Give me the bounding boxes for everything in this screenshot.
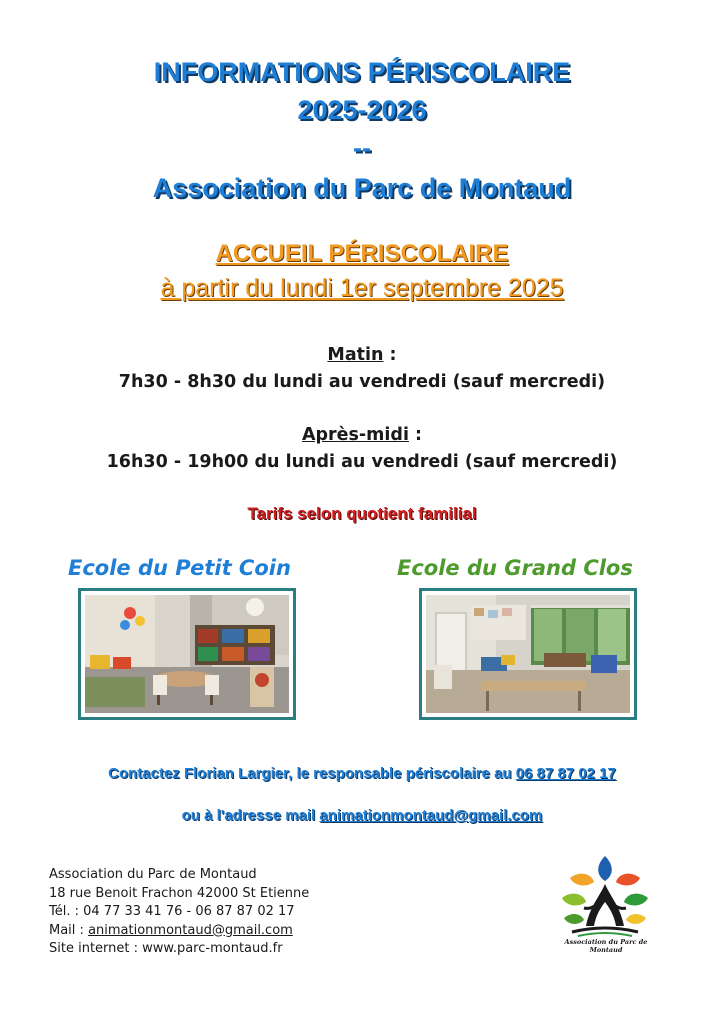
morning-colon: : [383,345,397,365]
contact-email-link[interactable]: animationmontaud@gmail.com [319,807,543,824]
contact-email-line [0,807,724,824]
footer-mail-label: Mail : [49,922,89,938]
activity-room-photo [426,595,630,713]
footer-address: 18 rue Benoit Frachon 42000 St Etienne [49,885,310,901]
footer-site: Site internet : www.parc-montaud.fr [49,941,283,956]
footer-mail-line [49,922,309,941]
afternoon-hours: 16h30 - 19h00 du lundi au vendredi (sauf mercredi) [106,452,618,472]
school-name-petit-coin: Ecole du Petit Coin [68,556,291,580]
school-year: 2025-2026 [297,95,427,125]
afternoon-label: Après-midi [301,425,409,445]
photo-petit-coin [78,588,296,720]
accueil-title: ACCUEIL PÉRISCOLAIRE [215,240,509,267]
accueil-start-date: à partir du lundi 1er septembre 2025 [160,274,564,302]
title-separator: -- [353,133,371,163]
afternoon-colon: : [408,425,423,445]
page-title: INFORMATIONS PÉRISCOLAIRE [153,57,571,87]
footer-tel: Tél. : 04 77 33 41 76 - 06 87 87 02 17 [49,904,295,919]
logo-caption: Association du Parc de Montaud [564,938,648,954]
school-name-grand-clos: Ecole du Grand Clos [397,556,633,580]
association-heading: Association du Parc de Montaud [152,173,572,203]
footer-address-block [49,866,309,959]
tree-logo-icon [550,848,660,952]
playroom-photo [85,595,289,713]
footer-name: Association du Parc de Montaud [49,867,257,882]
afternoon-heading [0,425,724,445]
contact-email-text: ou à l'adresse mail [181,807,320,824]
morning-hours: 7h30 - 8h30 du lundi au vendredi (sauf mercredi) [118,372,606,392]
contact-text: Contactez Florian Largier, le responsable périscolaire au [108,765,516,782]
morning-heading [0,345,724,365]
contact-phone-line [0,765,724,782]
tarifs-notice: Tarifs selon quotient familial [247,504,477,523]
footer-mail-link[interactable]: animationmontaud@gmail.com [88,922,293,938]
photo-grand-clos [419,588,637,720]
contact-phone-link[interactable]: 06 87 87 02 17 [515,765,616,782]
morning-label: Matin [327,345,384,365]
